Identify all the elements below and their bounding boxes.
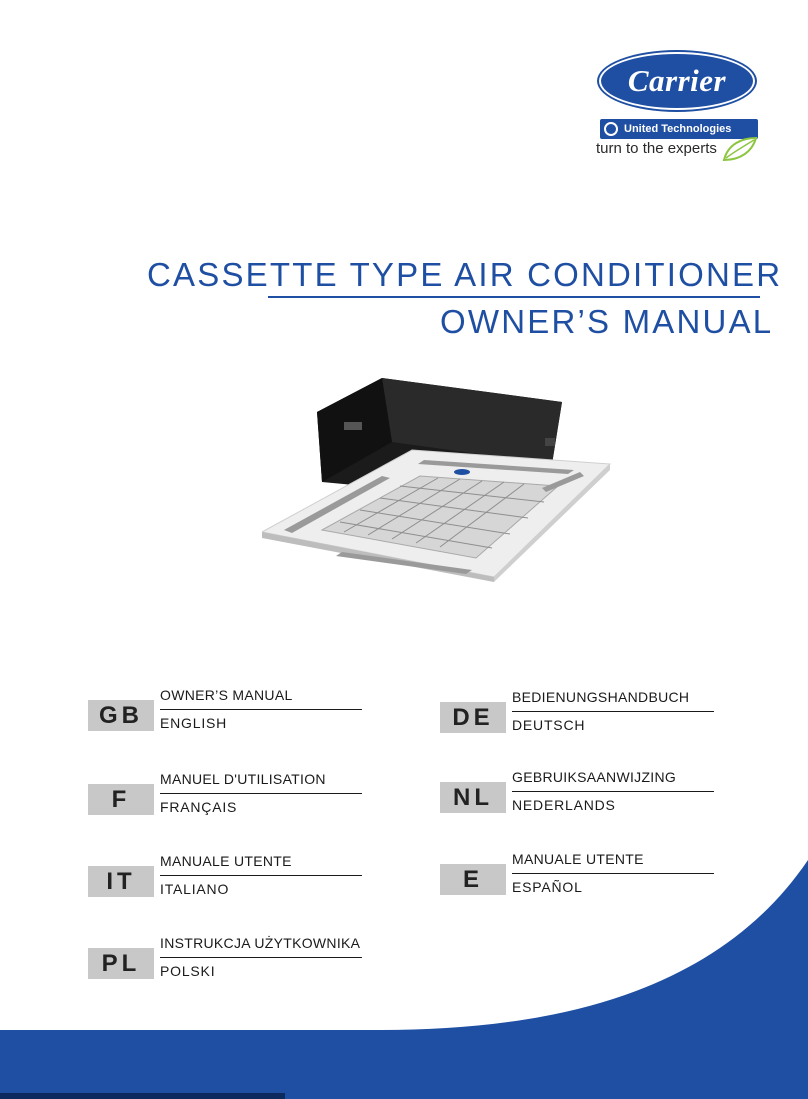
divider xyxy=(160,957,362,958)
manual-title: MANUALE UTENTE xyxy=(512,851,644,867)
brand-parent: United Technologies xyxy=(624,123,732,135)
divider xyxy=(512,791,714,792)
language-row-e[interactable] xyxy=(440,851,720,903)
document-title: CASSETTE TYPE AIR CONDITIONER xyxy=(147,256,783,293)
manual-title: MANUALE UTENTE xyxy=(160,853,292,869)
leaf-icon xyxy=(722,136,758,162)
document-subtitle: OWNER’S MANUAL xyxy=(440,303,774,340)
manual-title: OWNER’S MANUAL xyxy=(160,687,293,703)
language-row-nl[interactable] xyxy=(440,769,720,821)
language-row-it[interactable] xyxy=(88,853,368,905)
language-code: F xyxy=(88,784,154,815)
language-row-gb[interactable] xyxy=(88,687,368,739)
united-technologies-icon xyxy=(604,122,618,136)
carrier-oval-logo xyxy=(599,52,755,110)
language-name: POLSKI xyxy=(160,963,216,979)
language-row-f[interactable] xyxy=(88,771,368,823)
divider xyxy=(160,709,362,710)
language-name: FRANÇAIS xyxy=(160,799,238,815)
language-name: NEDERLANDS xyxy=(512,797,616,813)
cassette-unit-image xyxy=(262,372,612,597)
divider xyxy=(160,875,362,876)
carrier-logo xyxy=(590,52,760,162)
divider xyxy=(160,793,362,794)
brand-tagline: turn to the experts xyxy=(596,140,717,157)
manual-title: GEBRUIKSAANWIJZING xyxy=(512,769,677,785)
language-name: ENGLISH xyxy=(160,715,228,731)
manual-title: INSTRUKCJA UŻYTKOWNIKA xyxy=(160,935,361,951)
language-code: DE xyxy=(440,702,506,733)
divider xyxy=(512,711,714,712)
language-code: E xyxy=(440,864,506,895)
manual-title: BEDIENUNGSHANDBUCH xyxy=(512,689,690,705)
language-code: NL xyxy=(440,782,506,813)
language-name: ITALIANO xyxy=(160,881,230,897)
language-code: GB xyxy=(88,700,154,731)
language-code: IT xyxy=(88,866,154,897)
language-name: DEUTSCH xyxy=(512,717,586,733)
language-name: ESPAÑOL xyxy=(512,879,583,895)
language-code: PL xyxy=(88,948,154,979)
divider xyxy=(512,873,714,874)
title-underline xyxy=(268,296,760,298)
brand-name: Carrier xyxy=(627,63,727,98)
language-row-pl[interactable] xyxy=(88,935,368,987)
manual-title: MANUEL D'UTILISATION xyxy=(160,771,326,787)
language-row-de[interactable] xyxy=(440,689,720,741)
